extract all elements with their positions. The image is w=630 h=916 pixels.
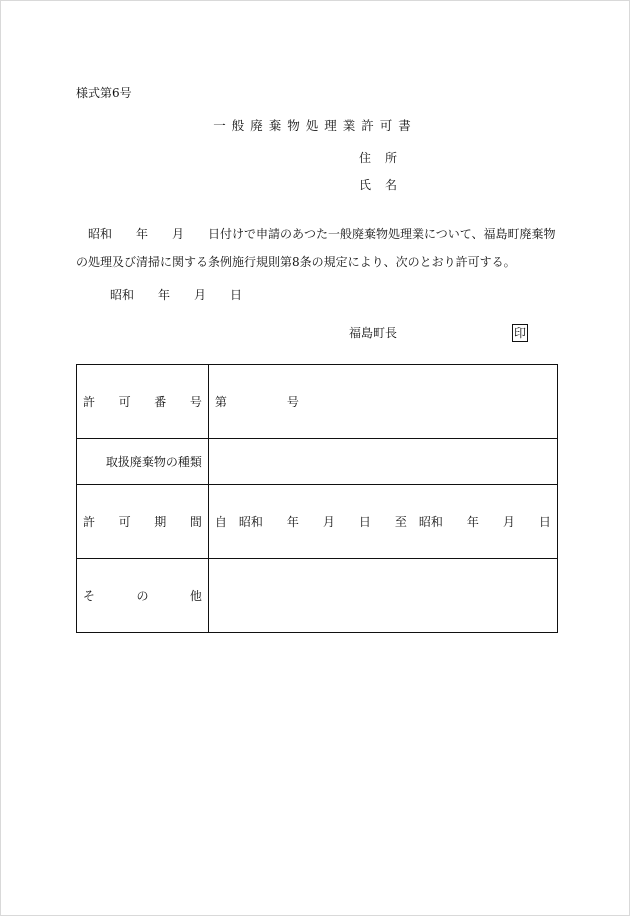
label-char: 番 <box>154 395 167 409</box>
label-text: 取扱廃棄物の種類 <box>105 455 202 469</box>
permit-number-value[interactable]: 第 号 <box>208 365 557 439</box>
label-char: 許 <box>83 515 96 529</box>
label-cell <box>77 439 209 485</box>
table-row-waste-type <box>77 439 558 485</box>
label-cell <box>77 365 209 439</box>
waste-type-value[interactable] <box>208 439 557 485</box>
label-char: 許 <box>83 395 96 409</box>
form-number: 様式第6号 <box>76 86 132 100</box>
name-label: 氏名 <box>359 178 412 192</box>
issuer-title: 福島町長 <box>349 326 398 340</box>
label-char: の <box>136 589 149 603</box>
label-cell <box>77 559 209 633</box>
label-cell <box>77 485 209 559</box>
address-label: 住所 <box>359 151 412 165</box>
label-char: 可 <box>118 395 131 409</box>
label-char: 期 <box>154 515 167 529</box>
document-title: 一般廃棄物処理業許可書 <box>213 118 417 133</box>
label-char: 他 <box>189 589 202 603</box>
permit-table <box>76 364 558 633</box>
seal-mark: 印 <box>513 326 526 340</box>
permit-period-value[interactable]: 自 昭和 年 月 日 至 昭和 年 月 日 <box>208 485 557 559</box>
label-char: 号 <box>189 395 202 409</box>
other-value[interactable] <box>208 559 557 633</box>
label-char: 可 <box>118 515 131 529</box>
table-row-permit-period <box>77 485 558 559</box>
issue-date: 昭和 年 月 日 <box>110 288 243 302</box>
body-paragraph <box>76 220 556 276</box>
label-char: そ <box>83 589 96 603</box>
label-char: 間 <box>189 515 202 529</box>
table-row-permit-number <box>77 365 558 439</box>
body-line-2: の処理及び清掃に関する条例施行規則第8条の規定により、次のとおり許可する。 <box>76 255 516 269</box>
table-row-other <box>77 559 558 633</box>
body-line-1: 昭和 年 月 日付けで申請のあつた一般廃棄物処理業について、福島町廃棄物 <box>76 227 556 241</box>
